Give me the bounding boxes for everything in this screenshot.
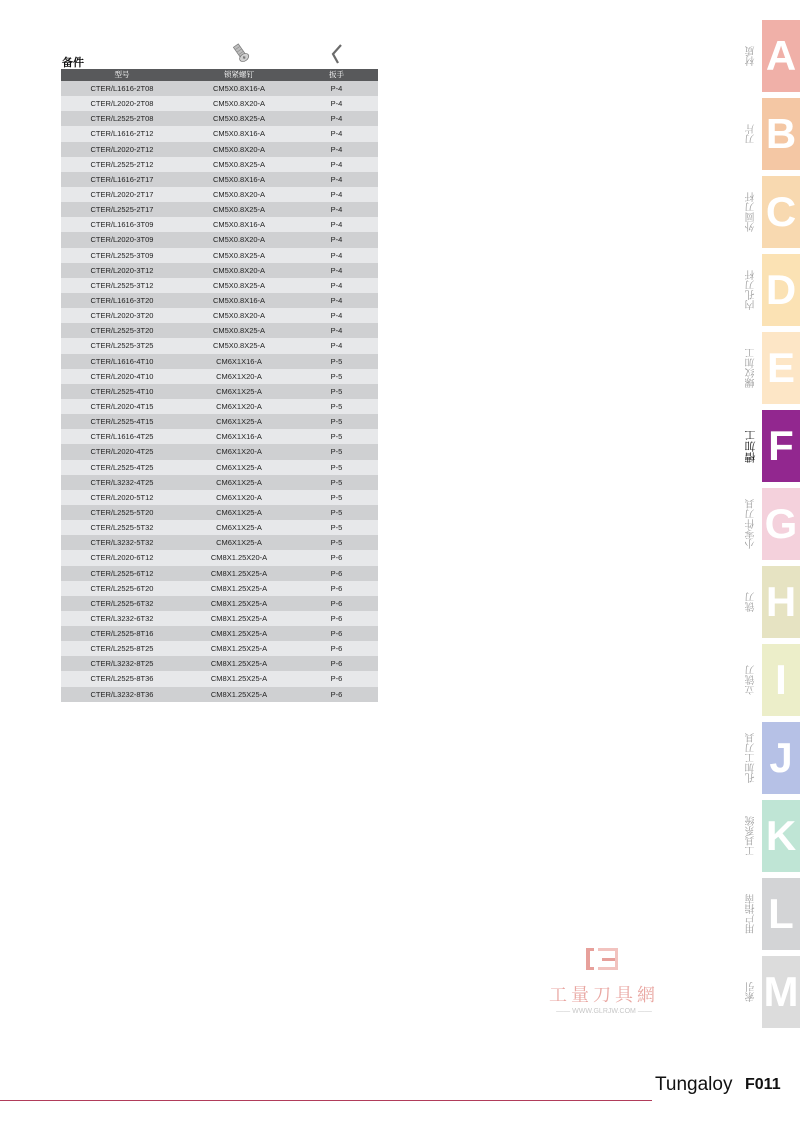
table-row [61,126,378,141]
cell-model: CTER/L2020-3T09 [90,235,154,245]
section-index-tabs [740,20,800,1034]
cell-lock-screw: CM6X1X25-A [216,507,262,517]
cell-lock-screw: CM5X0.8X20-A [212,311,266,321]
table-row [61,505,378,520]
cell-lock-screw: CM5X0.8X25-A [212,205,266,215]
index-tab-label: 槽加工 [744,429,757,463]
cell-model: CTER/L1616-2T12 [90,129,154,139]
cell-lock-screw: CM6X1X16-A [216,356,262,366]
cell-model: CTER/L2525-2T12 [90,159,154,169]
cell-lock-screw: CM5X0.8X25-A [212,159,266,169]
cell-wrench: P-6 [330,674,343,684]
index-tab-label-wrap [740,878,762,950]
table-row [61,671,378,686]
cell-wrench: P-5 [330,477,343,487]
cell-model: CTER/L2525-8T25 [90,644,154,654]
table-row [61,399,378,414]
index-tab-b[interactable] [740,98,800,170]
table-row [61,81,378,96]
table-row [61,384,378,399]
cell-lock-screw: CM6X1X20-A [216,447,262,457]
cell-model: CTER/L2020-3T20 [90,311,154,321]
cell-model: CTER/L2525-8T16 [90,629,154,639]
header-wrench: 扳手 [329,70,344,79]
cell-wrench: P-6 [330,613,343,623]
cell-model: CTER/L3232-5T32 [90,538,154,548]
cell-model: CTER/L1616-3T20 [90,295,154,305]
cell-model: CTER/L2525-4T10 [90,386,154,396]
cell-wrench: P-5 [330,401,343,411]
index-tab-letter: C [762,176,800,248]
cell-model: CTER/L1616-4T10 [90,356,154,366]
page-number: F011 [745,1076,781,1093]
table-row [61,414,378,429]
index-tab-label-wrap [740,800,762,872]
index-tab-letter: L [762,878,800,950]
table-row [61,187,378,202]
cell-lock-screw: CM8X1.25X25-A [210,568,268,578]
index-tab-letter: E [762,332,800,404]
index-tab-label: 铣刀 [745,592,757,612]
cell-model: CTER/L2525-2T08 [90,114,154,124]
cell-wrench: P-5 [330,447,343,457]
cell-wrench: P-6 [330,629,343,639]
cell-lock-screw: CM5X0.8X25-A [212,280,266,290]
cell-lock-screw: CM5X0.8X16-A [212,220,266,230]
index-tab-c[interactable] [740,176,800,248]
cell-lock-screw: CM5X0.8X20-A [212,235,266,245]
cell-lock-screw: CM8X1.25X25-A [210,674,268,684]
index-tab-label-wrap [740,644,762,716]
index-tab-label: 刀片 [745,124,757,144]
table-row [61,626,378,641]
table-row [61,535,378,550]
cell-wrench: P-4 [330,326,343,336]
cell-model: CTER/L1616-2T08 [90,84,154,93]
index-tab-label: 工具系统 [745,816,757,856]
table-row [61,142,378,157]
cell-wrench: P-5 [330,386,343,396]
section-title: 备件 [62,56,84,69]
cell-wrench: P-4 [330,295,343,305]
cell-lock-screw: CM5X0.8X20-A [212,99,266,109]
cell-wrench: P-6 [330,598,343,608]
cell-model: CTER/L3232-4T25 [90,477,154,487]
table-row [61,460,378,475]
cell-wrench: P-6 [330,553,343,563]
index-tab-label-wrap [740,20,762,92]
index-tab-letter: A [762,20,800,92]
cell-lock-screw: CM5X0.8X20-A [212,144,266,154]
cell-wrench: P-4 [330,265,343,275]
index-tab-letter: H [762,566,800,638]
cell-model: CTER/L2020-4T25 [90,447,154,457]
cell-model: CTER/L3232-6T32 [90,613,154,623]
table-row [61,202,378,217]
cell-model: CTER/L2020-2T17 [90,189,154,199]
table-row [61,293,378,308]
cell-model: CTER/L3232-8T25 [90,659,154,669]
cell-lock-screw: CM6X1X20-A [216,371,262,381]
cell-wrench: P-6 [330,568,343,578]
cell-wrench: P-4 [330,99,343,109]
table-row [61,369,378,384]
cell-model: CTER/L2525-5T32 [90,523,154,533]
cell-lock-screw: CM5X0.8X20-A [212,265,266,275]
watermark-name: 工量刀具網 [549,985,659,1006]
index-tab-letter: B [762,98,800,170]
cell-wrench: P-5 [330,523,343,533]
cell-model: CTER/L1616-3T09 [90,220,154,230]
table-row [61,687,378,702]
table-row [61,172,378,187]
cell-wrench: P-4 [330,220,343,230]
cell-wrench: P-4 [330,159,343,169]
index-tab-label: 小零件刀具 [745,499,757,549]
watermark-url: —— WWW.GLRJW.COM —— [556,1008,652,1015]
cell-model: CTER/L2525-3T20 [90,326,154,336]
cell-wrench: P-6 [330,659,343,669]
table-row [61,354,378,369]
cell-model: CTER/L2020-6T12 [90,553,154,563]
table-row [61,581,378,596]
footer-brand: Tungaloy [655,1074,733,1095]
index-tab-i[interactable] [740,644,800,716]
header-model: 型号 [114,70,130,79]
cell-lock-screw: CM6X1X25-A [216,417,262,427]
index-tab-label: 外圆刀杆 [745,192,757,232]
table-row [61,641,378,656]
cell-wrench: P-4 [330,235,343,245]
cell-wrench: P-5 [330,417,343,427]
cell-lock-screw: CM8X1.25X25-A [210,613,268,623]
cell-wrench: P-5 [330,538,343,548]
cell-lock-screw: CM8X1.25X25-A [210,644,268,654]
index-tab-label: 内孔刀杆 [745,270,757,310]
index-tab-letter: M [762,956,800,1028]
index-tab-label-wrap [740,332,762,404]
cell-model: CTER/L3232-8T36 [90,689,154,699]
cell-lock-screw: CM8X1.25X20-A [210,553,268,563]
cell-model: CTER/L2525-4T15 [90,417,154,427]
cell-wrench: P-6 [330,644,343,654]
header-lock-screw: 锁紧螺钉 [224,70,254,79]
index-tab-letter: F [762,410,800,482]
index-tab-label-wrap [740,956,762,1028]
cell-wrench: P-5 [330,432,343,442]
cell-model: CTER/L2525-2T17 [90,205,154,215]
cell-lock-screw: CM6X1X25-A [216,538,262,548]
cell-model: CTER/L2525-8T36 [90,674,154,684]
index-tab-l[interactable] [740,878,800,950]
table-row [61,566,378,581]
table-row [61,490,378,505]
table-row [61,429,378,444]
cell-wrench: P-4 [330,174,343,184]
cell-model: CTER/L2525-3T25 [90,341,154,351]
table-row [61,338,378,353]
cell-wrench: P-4 [330,311,343,321]
cell-wrench: P-4 [330,129,343,139]
index-tab-letter: D [762,254,800,326]
table-row [61,308,378,323]
cell-model: CTER/L2020-2T12 [90,144,154,154]
cell-lock-screw: CM8X1.25X25-A [210,583,268,593]
table-row [61,96,378,111]
table-row [61,217,378,232]
cell-model: CTER/L2525-3T09 [90,250,154,260]
table-row [61,232,378,247]
index-tab-label-wrap [740,410,762,482]
index-tab-label: 材质 [745,46,757,66]
watermark [538,945,670,1015]
cell-model: CTER/L2020-4T10 [90,371,154,381]
cell-wrench: P-5 [330,507,343,517]
index-tab-letter: J [762,722,800,794]
index-tab-label-wrap [740,254,762,326]
cell-model: CTER/L2020-4T15 [90,401,154,411]
index-tab-m[interactable] [740,956,800,1028]
cell-wrench: P-5 [330,371,343,381]
cell-wrench: P-6 [330,689,343,699]
index-tab-label: 用户指南 [745,894,757,934]
index-tab-h[interactable] [740,566,800,638]
cell-lock-screw: CM5X0.8X16-A [212,84,266,93]
table-row [61,596,378,611]
watermark-logo [584,945,624,975]
cell-model: CTER/L1616-4T25 [90,432,154,442]
table-row [61,278,378,293]
cell-lock-screw: CM8X1.25X25-A [210,659,268,669]
cell-model: CTER/L2525-6T20 [90,583,154,593]
cell-lock-screw: CM6X1X25-A [216,386,262,396]
cell-lock-screw: CM5X0.8X25-A [212,341,266,351]
table-header [61,69,378,81]
cell-lock-screw: CM5X0.8X16-A [212,295,266,305]
cell-wrench: P-4 [330,280,343,290]
table-row [61,111,378,126]
cell-lock-screw: CM8X1.25X25-A [210,689,268,699]
index-tab-label: 索引 [745,982,757,1002]
cell-wrench: P-5 [330,492,343,502]
index-tab-label: 立铣刀 [745,665,757,695]
index-tab-j[interactable] [740,722,800,794]
table-row [61,323,378,338]
screw-icon [230,42,252,64]
cell-model: CTER/L2020-5T12 [90,492,154,502]
cell-lock-screw: CM6X1X25-A [216,462,262,472]
index-tab-label-wrap [740,488,762,560]
footer-rule [0,1100,652,1101]
cell-wrench: P-5 [330,462,343,472]
cell-model: CTER/L2020-2T08 [90,99,154,109]
cell-lock-screw: CM6X1X20-A [216,492,262,502]
table-row [61,520,378,535]
index-tab-g[interactable] [740,488,800,560]
index-tab-label-wrap [740,176,762,248]
table-row [61,475,378,490]
index-tab-letter: G [762,488,800,560]
index-tab-d[interactable] [740,254,800,326]
index-tab-letter: K [762,800,800,872]
cell-wrench: P-4 [330,250,343,260]
cell-lock-screw: CM5X0.8X25-A [212,326,266,336]
table-row [61,444,378,459]
index-tab-label-wrap [740,566,762,638]
cell-wrench: P-4 [330,341,343,351]
cell-lock-screw: CM5X0.8X20-A [212,189,266,199]
cell-wrench: P-4 [330,84,343,93]
table-row [61,248,378,263]
cell-model: CTER/L1616-2T17 [90,174,154,184]
cell-lock-screw: CM5X0.8X16-A [212,174,266,184]
table-row [61,550,378,565]
cell-model: CTER/L2525-6T32 [90,598,154,608]
index-tab-label-wrap [740,98,762,170]
cell-model: CTER/L2525-6T12 [90,568,154,578]
cell-model: CTER/L2525-5T20 [90,507,154,517]
table-row [61,263,378,278]
cell-model: CTER/L2525-4T25 [90,462,154,472]
table-row [61,611,378,626]
cell-lock-screw: CM6X1X25-A [216,523,262,533]
cell-wrench: P-6 [330,583,343,593]
index-tab-letter: I [762,644,800,716]
index-tab-label: 螺纹加工 [745,348,757,388]
cell-lock-screw: CM5X0.8X25-A [212,114,266,124]
cell-wrench: P-4 [330,189,343,199]
index-tab-label-wrap [740,722,762,794]
index-tab-a[interactable] [740,20,800,92]
index-tab-label: 孔加工刀具 [745,733,757,783]
cell-model: CTER/L2525-3T12 [90,280,154,290]
parts-table [61,69,378,702]
index-tab-e[interactable] [740,332,800,404]
cell-wrench: P-4 [330,114,343,124]
cell-lock-screw: CM6X1X20-A [216,401,262,411]
cell-lock-screw: CM8X1.25X25-A [210,598,268,608]
cell-model: CTER/L2020-3T12 [90,265,154,275]
wrench-icon [330,43,344,65]
index-tab-k[interactable] [740,800,800,872]
cell-wrench: P-4 [330,144,343,154]
cell-lock-screw: CM8X1.25X25-A [210,629,268,639]
table-row [61,656,378,671]
cell-lock-screw: CM5X0.8X16-A [212,129,266,139]
cell-lock-screw: CM6X1X16-A [216,432,262,442]
cell-wrench: P-5 [330,356,343,366]
table-row [61,157,378,172]
cell-wrench: P-4 [330,205,343,215]
cell-lock-screw: CM6X1X25-A [216,477,262,487]
index-tab-f[interactable] [740,410,800,482]
cell-lock-screw: CM5X0.8X25-A [212,250,266,260]
